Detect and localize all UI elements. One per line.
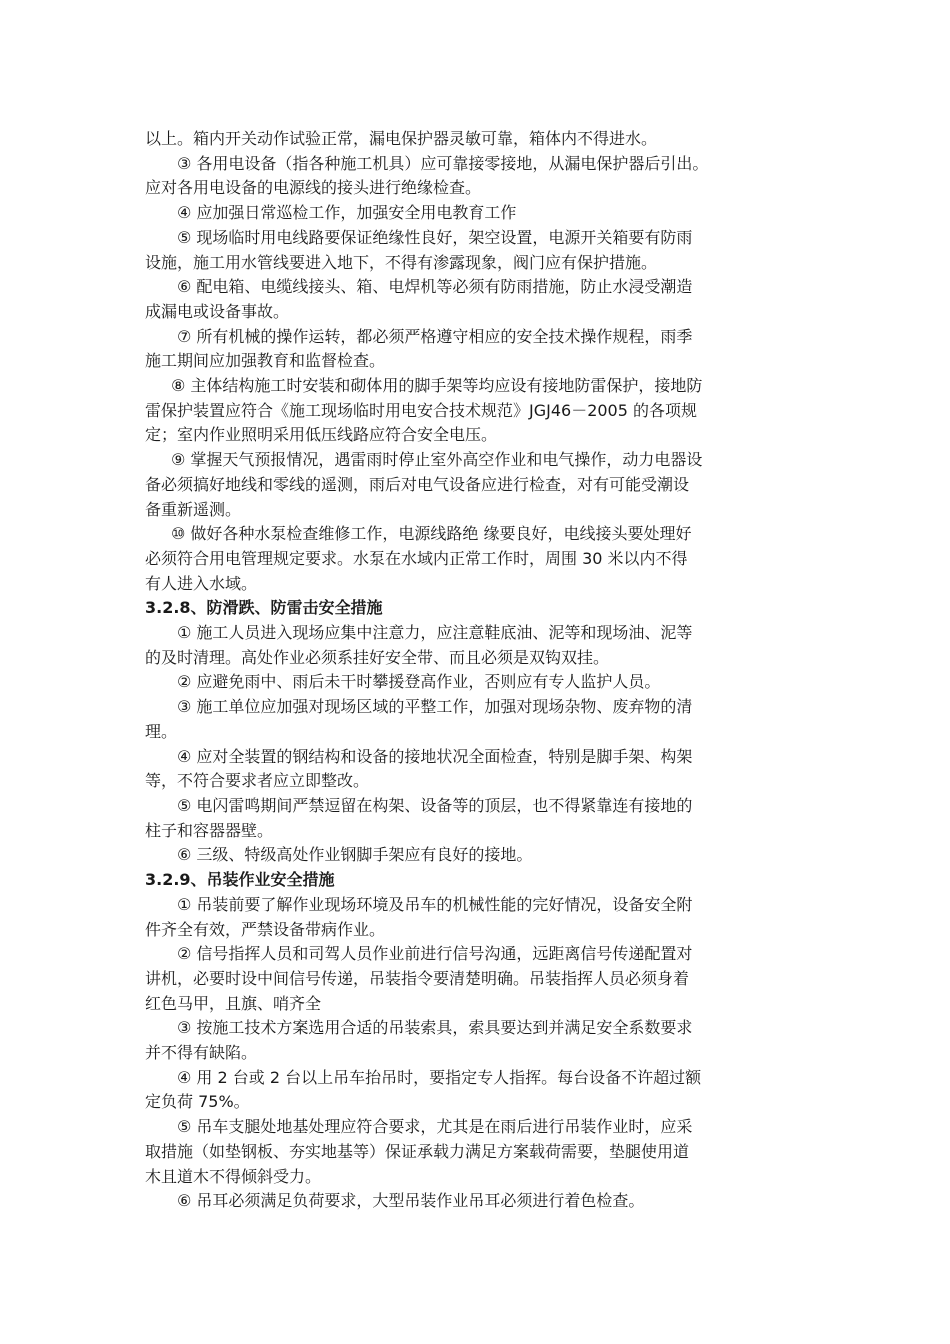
- text-line: 雷保护装置应符合《施工现场临时用电安合技术规范》JGJ46－2005 的各项规: [145, 400, 698, 420]
- text-line: 成漏电或设备事故。: [145, 301, 290, 321]
- text-line: ⑨ 掌握天气预报情况，遇雷雨时停止室外高空作业和电气操作，动力电器设: [171, 450, 703, 470]
- text-line: 以上。箱内开关动作试验正常，漏电保护器灵敏可靠，箱体内不得进水。: [145, 129, 658, 148]
- text-line: 讲机，必要时设中间信号传递，吊装指令要清楚明确。吊装指挥人员必须身着: [145, 968, 690, 988]
- text-line: 件齐全有效，严禁设备带病作业。: [145, 919, 386, 939]
- text-line: 定负荷 75%。: [145, 1092, 250, 1112]
- text-line: ③ 按施工技术方案选用合适的吊装索具，索具要达到并满足安全系数要求: [177, 1018, 693, 1038]
- text-line: 理。: [145, 721, 178, 741]
- text-line: ⑩ 做好各种水泵检查维修工作，电源线路绝 缘要良好，电线接头要处理好: [171, 524, 692, 544]
- text-line: ④ 应加强日常巡检工作，加强安全用电教育工作: [177, 203, 517, 223]
- text-line: ② 信号指挥人员和司驾人员作业前进行信号沟通，远距离信号传递配置对: [177, 944, 693, 964]
- text-line: ② 应避免雨中、雨后未干时攀援登高作业，否则应有专人监护人员。: [177, 672, 661, 692]
- text-line: 并不得有缺陷。: [145, 1043, 258, 1063]
- text-line: ① 吊装前要了解作业现场环境及吊车的机械性能的完好情况，设备安全附: [177, 894, 693, 914]
- text-line: ⑦ 所有机械的操作运转，都必须严格遵守相应的安全技术操作规程，雨季: [177, 326, 693, 346]
- text-line: 红色马甲，且旗、哨齐全: [145, 993, 322, 1013]
- text-line: 备重新遥测。: [145, 499, 242, 519]
- document-body: [145, 127, 809, 1214]
- text-line: 应对各用电设备的电源线的接头进行绝缘检查。: [145, 178, 482, 198]
- section-heading: 3.2.8、防滑跌、防雷击安全措施: [145, 598, 383, 618]
- text-line: 设施，施工用水管线要进入地下，不得有渗露现象，阀门应有保护措施。: [145, 252, 658, 272]
- text-line: 取措施（如垫钢板、夯实地基等）保证承载力满足方案载荷需要，垫腿使用道: [145, 1141, 690, 1161]
- text-line: 柱子和容器器壁。: [145, 820, 274, 840]
- text-line: ⑥ 三级、特级高处作业钢脚手架应有良好的接地。: [177, 845, 533, 865]
- text-line: 有人进入水域。: [145, 573, 258, 593]
- text-line: ⑤ 吊车支腿处地基处理应符合要求，尤其是在雨后进行吊装作业时，应采: [177, 1117, 693, 1137]
- section-heading: 3.2.9、吊装作业安全措施: [145, 870, 335, 890]
- text-line: ⑤ 现场临时用电线路要保证绝缘性良好，架空设置，电源开关箱要有防雨: [177, 227, 693, 247]
- text-line: ⑤ 电闪雷鸣期间严禁逗留在构架、设备等的顶层，也不得紧靠连有接地的: [177, 795, 693, 815]
- text-line: 定；室内作业照明采用低压线路应符合安全电压。: [145, 425, 498, 445]
- text-line: 施工期间应加强教育和监督检查。: [145, 351, 386, 371]
- text-line: ④ 应对全装置的钢结构和设备的接地状况全面检查，特别是脚手架、构架: [177, 746, 693, 766]
- text-line: 等，不符合要求者应立即整改。: [145, 771, 370, 791]
- text-line: ④ 用 2 台或 2 台以上吊车抬吊时，要指定专人指挥。每台设备不许超过额: [177, 1067, 702, 1087]
- text-line: 木且道木不得倾斜受力。: [145, 1166, 322, 1186]
- text-line: ③ 施工单位应加强对现场区域的平整工作，加强对现场杂物、废弃物的清: [177, 697, 693, 717]
- text-line: ⑧ 主体结构施工时安装和砌体用的脚手架等均应设有接地防雷保护，接地防: [171, 376, 703, 396]
- text-line: 必须符合用电管理规定要求。水泵在水域内正常工作时，周围 30 米以内不得: [145, 548, 688, 568]
- text-line: 的及时清理。高处作业必须系挂好安全带、而且必须是双钩双挂。: [145, 647, 610, 667]
- text-line: ⑥ 配电箱、电缆线接头、箱、电焊机等必须有防雨措施，防止水浸受潮造: [177, 277, 693, 297]
- text-line: 备必须搞好地线和零线的遥测，雨后对电气设备应进行检查，对有可能受潮设: [145, 474, 690, 494]
- text-line: ① 施工人员进入现场应集中注意力，应注意鞋底油、泥等和现场油、泥等: [177, 623, 693, 643]
- text-line: ⑥ 吊耳必须满足负荷要求，大型吊装作业吊耳必须进行着色检查。: [177, 1191, 645, 1211]
- text-line: ③ 各用电设备（指各种施工机具）应可靠接零接地，从漏电保护器后引出。: [177, 153, 709, 173]
